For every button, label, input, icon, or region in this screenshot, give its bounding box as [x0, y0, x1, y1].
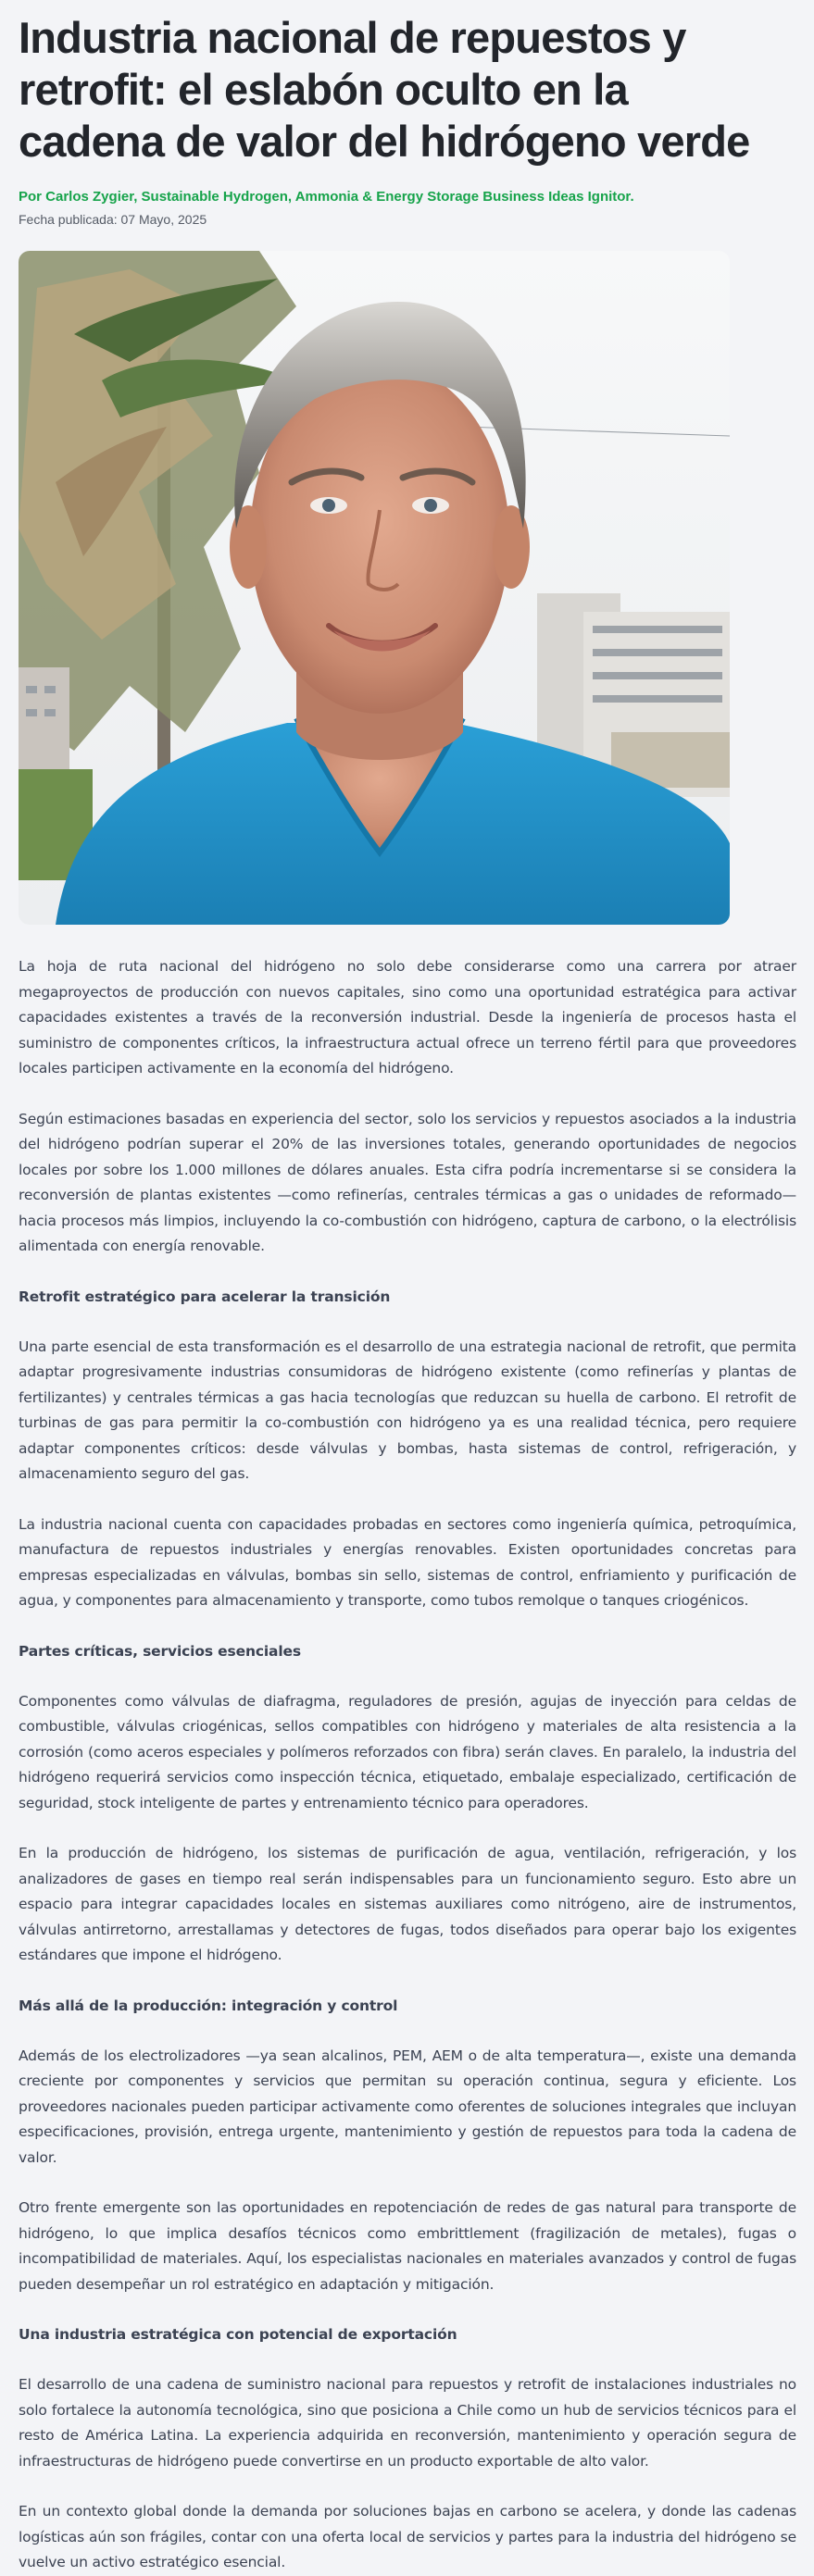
paragraph: En la producción de hidrógeno, los sistemas de purificación de agua, ventilación, refrigeración, y los analizadores de gases en tiempo real serán indispensables para un funcionamiento seguro. Esto abre un espacio para integrar capacidades locales en sistemas auxiliares como nitrógeno, aire de instrumentos, válvulas antirretorno, arrestallamas y detectores de fugas, todos diseñados para operar bajo los exigentes estándares que impone el hidrógeno.	[19, 1845, 796, 1963]
paragraph: El desarrollo de una cadena de suministro nacional para repuestos y retrofit de instalaciones industriales no solo fortalece la autonomía tecnológica, sino que posiciona a Chile como un hub de servicios técnicos para el resto de América Latina. La experiencia adquirida en reconversión, mantenimiento y operación segura de infraestructuras de hidrógeno puede convertirse en un producto exportable de alto valor.	[19, 2376, 796, 2470]
paragraph: Además de los electrolizadores —ya sean alcalinos, PEM, AEM o de alta temperatura—, existe una demanda creciente por componentes y servicios que permitan su operación continua, segura y eficiente. Los proveedores nacionales pueden participar activamente como oferentes de soluciones integrales que incluyan especificaciones, provisión, entrega urgente, mantenimiento y gestión de repuestos para toda la cadena de valor.	[19, 2047, 796, 2166]
author-portrait-photo	[19, 251, 730, 925]
paragraph: Una parte esencial de esta transformación es el desarrollo de una estrategia nacional de retrofit, que permita adaptar progresivamente industrias consumidoras de hidrógeno existente (como refinerías y plantas de fertilizantes) y centrales térmicas a gas hacia tecnologías que reduzcan su huella de carbono. El retrofit de turbinas de gas para permitir la co-combustión con hidrógeno ya es una realidad técnica, pero requiere adaptar componentes críticos: desde válvulas y bombas, hasta sistemas de control, refrigeración, y almacenamiento seguro del gas.	[19, 1338, 796, 1482]
paragraph: Según estimaciones basadas en experiencia del sector, solo los servicios y repuestos asociados a la industria del hidrógeno podrían superar el 20% de las inversiones totales, generando oportunidades de negocios locales por sobre los 1.000 millones de dólares anuales. Esta cifra podría incrementarse si se considera la reconversión de plantas existentes —como refinerías, centrales térmicas a gas o unidades de reformado— hacia procesos más limpios, incluyendo la co-combustión con hidrógeno, captura de carbono, o la electrólisis alimentada con energía renovable.	[19, 1110, 796, 1254]
paragraph: En un contexto global donde la demanda por soluciones bajas en carbono se acelera, y donde las cadenas logísticas aún son frágiles, contar con una oferta local de servicios y partes para la industria del hidrógeno se vuelve un activo estratégico esencial.	[19, 2503, 796, 2570]
section-heading: Retrofit estratégico para acelerar la transición	[19, 1288, 391, 1305]
section-heading: Una industria estratégica con potencial de exportación	[19, 2326, 457, 2343]
publish-date: Fecha publicada: 07 Mayo, 2025	[19, 212, 207, 227]
section-heading: Partes críticas, servicios esenciales	[19, 1642, 301, 1660]
paragraph: Otro frente emergente son las oportunidades en repotenciación de redes de gas natural para transporte de hidrógeno, lo que implica desafíos técnicos como embrittlement (fragilización de metales), fugas o incompatibilidad de materiales. Aquí, los especialistas nacionales en materiales avanzados y control de fugas pueden desempeñar un rol estratégico en adaptación y mitigación.	[19, 2199, 796, 2293]
paragraph: Componentes como válvulas de diafragma, reguladores de presión, agujas de inyección para celdas de combustible, válvulas criogénicas, sellos compatibles con hidrógeno y materiales de alta resistencia a la corrosión (como aceros especiales y polímeros reforzados con fibra) serán claves. En paralelo, la industria del hidrógeno requerirá servicios como inspección técnica, etiquetado, embalaje especializado, certificación de seguridad, stock inteligente de partes y entrenamiento técnico para operadores.	[19, 1692, 796, 1811]
section-heading: Más allá de la producción: integración y control	[19, 1997, 398, 2014]
paragraph: La hoja de ruta nacional del hidrógeno no solo debe considerarse como una carrera por atraer megaproyectos de producción con nuevos capitales, sino como una oportunidad estratégica para activar capacidades existentes a través de la reconversión industrial. Desde la ingeniería de procesos hasta el suministro de componentes críticos, la infraestructura actual ofrece un terreno fértil para que proveedores locales participen activamente en la economía del hidrógeno.	[19, 958, 796, 1076]
paragraph: La industria nacional cuenta con capacidades probadas en sectores como ingeniería química, petroquímica, manufactura de repuestos industriales y energías renovables. Existen oportunidades concretas para empresas especializadas en válvulas, bombas sin sello, sistemas de control, enfriamiento y purificación de agua, y componentes para almacenamiento y transporte, como tubos remolque o tanques criogénicos.	[19, 1515, 796, 1609]
article-body	[19, 954, 796, 2576]
article-title: Industria nacional de repuestos y retrofit: el eslabón oculto en la cadena de valor del hidrógeno verde	[19, 13, 750, 166]
article-author: Por Carlos Zygier, Sustainable Hydrogen, Ammonia & Energy Storage Business Ideas Ignitor.	[19, 189, 634, 205]
